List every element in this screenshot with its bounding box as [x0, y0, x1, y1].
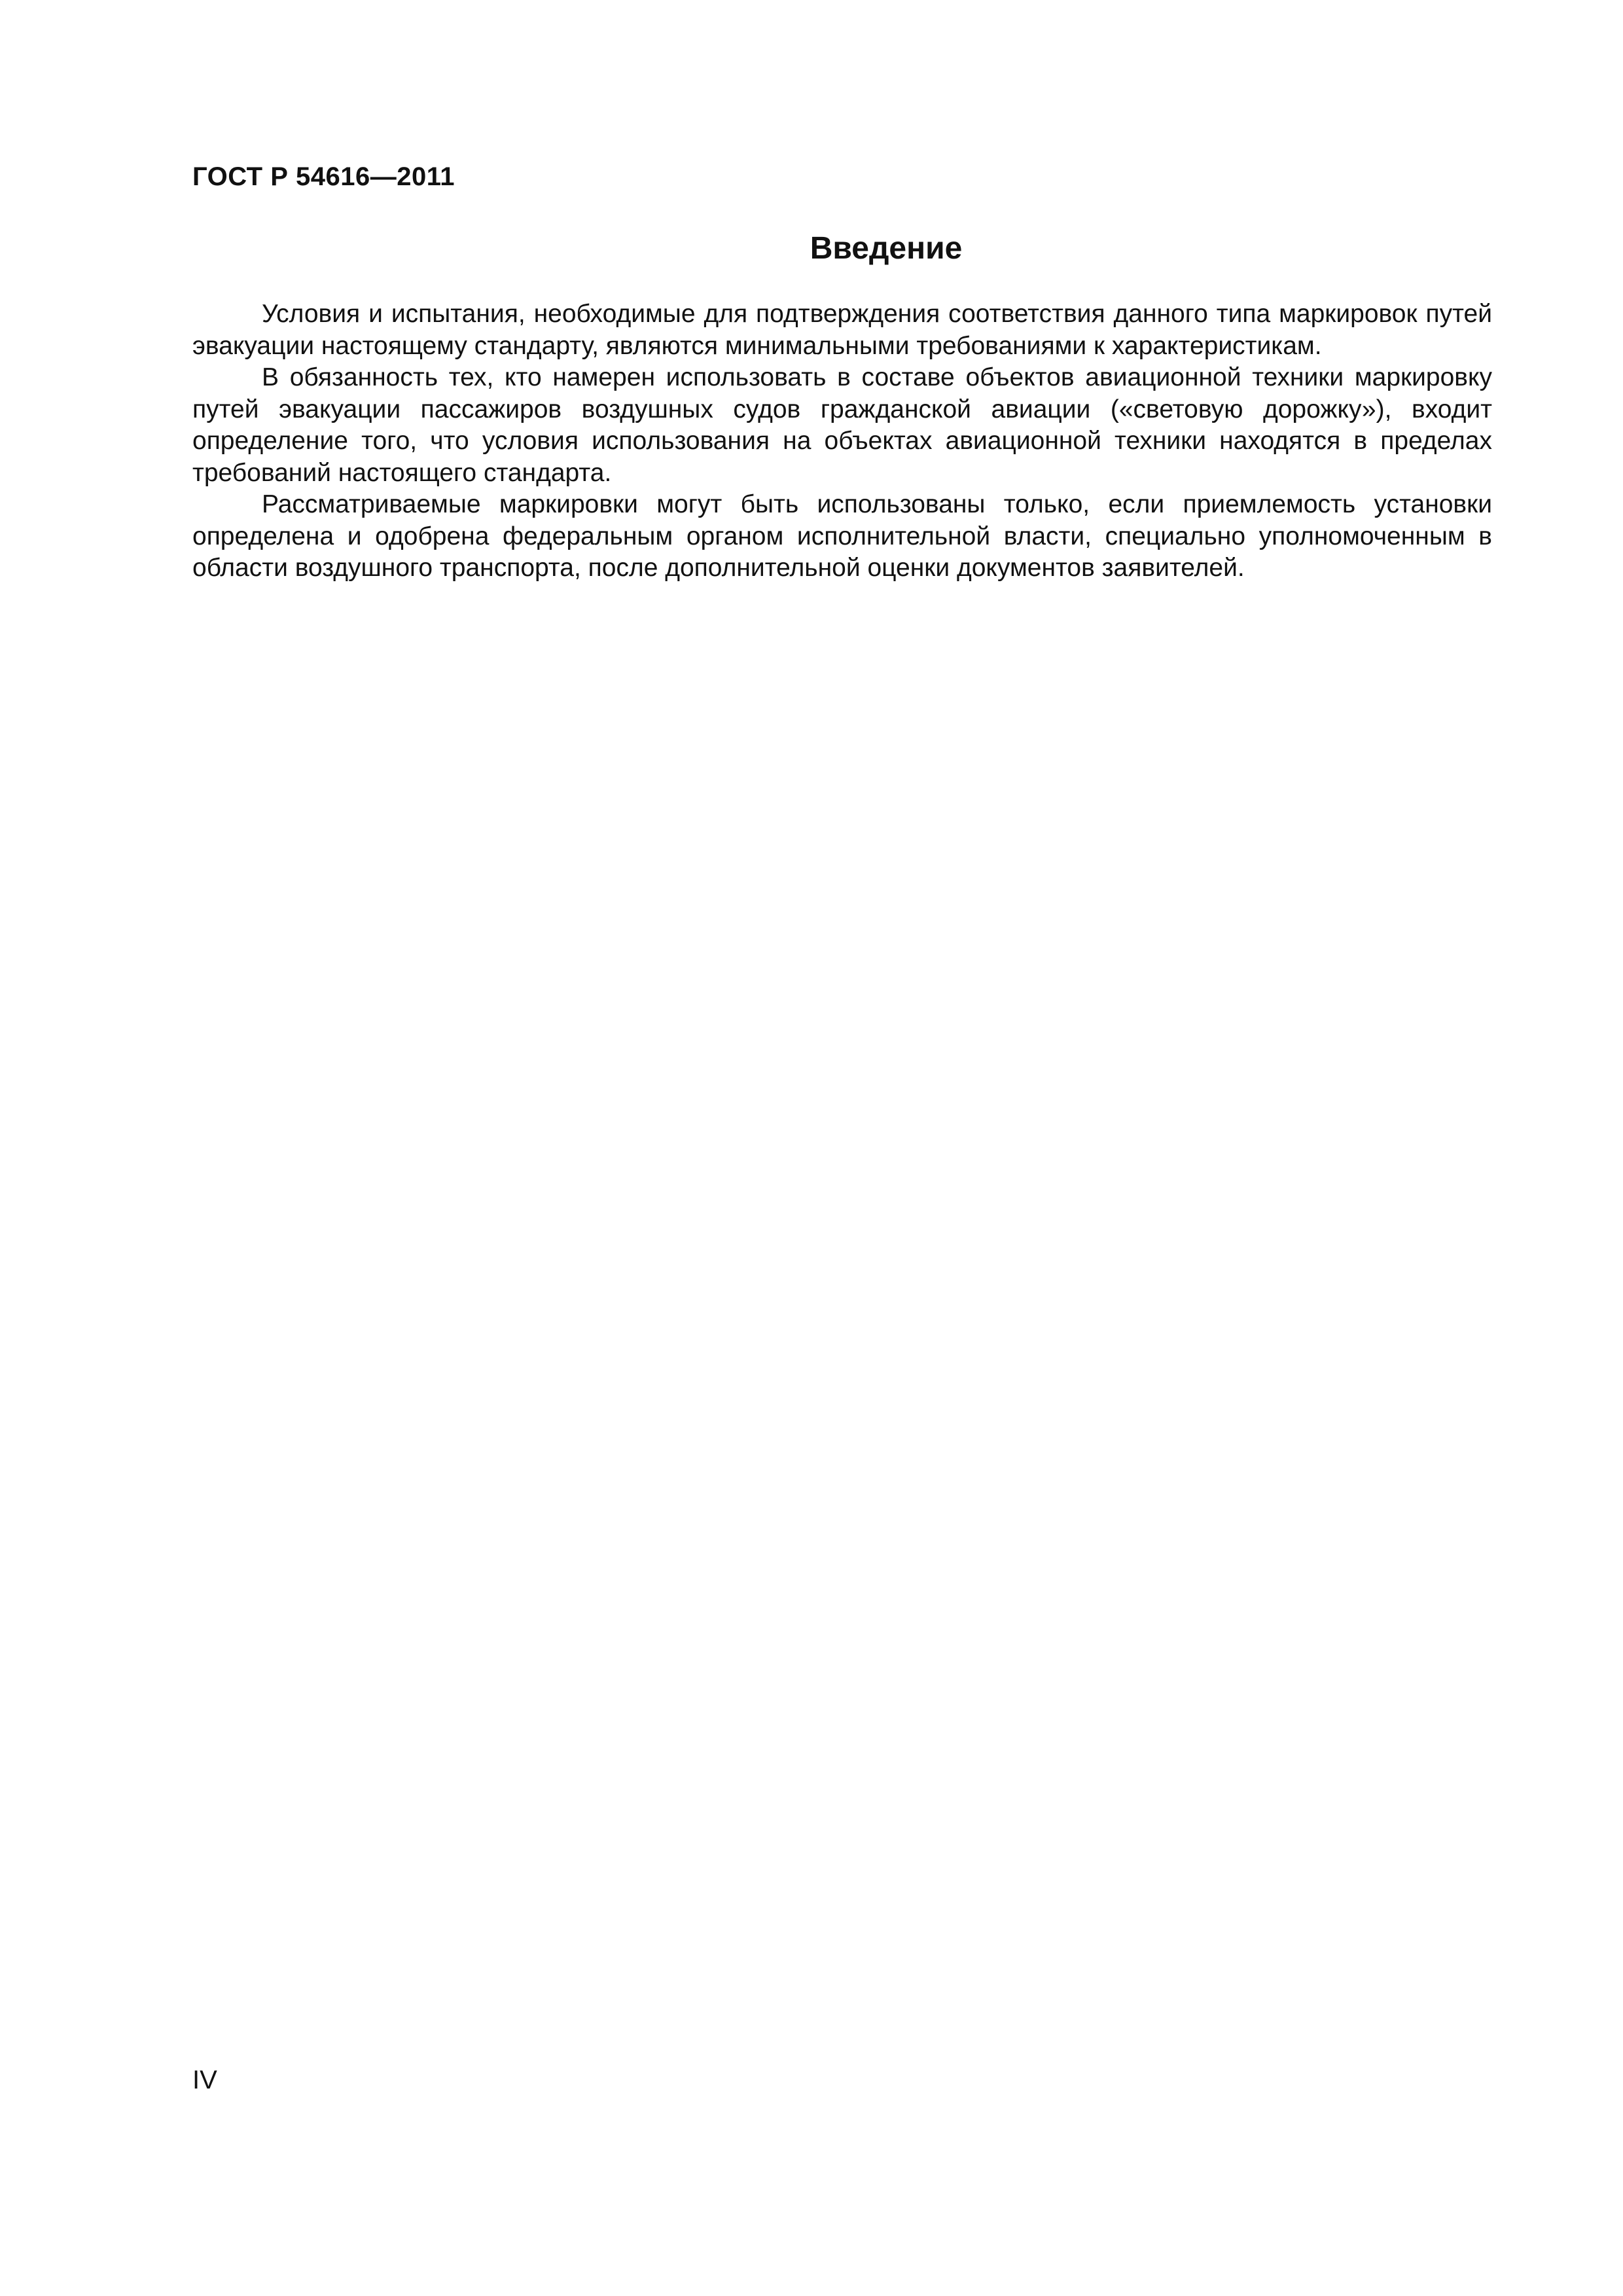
paragraph-3: Рассматриваемые маркировки могут быть использованы только, если приемлемость установки определена и одобрена федеральным органом исполнительной власти, специально уполномоченным в области воздушного транспорта, после дополнительной оценки документов заявителей.: [192, 490, 1492, 582]
page-number: IV: [192, 2066, 217, 2094]
paragraph-2: В обязанность тех, кто намерен использовать в составе объектов авиационной техники маркировку путей эвакуации пассажиров воздушных судов гражданской авиации («световую дорожку»), входит определение того, что условия использования на объектах авиационной техники находятся в пределах требований настоящего стандарта.: [192, 363, 1492, 487]
standard-designation-header: ГОСТ Р 54616—2011: [192, 162, 455, 191]
paragraph-1: Условия и испытания, необходимые для подтверждения соответствия данного типа маркировок путей эвакуации настоящему стандарту, являются минимальными требованиями к характеристикам.: [192, 300, 1492, 360]
section-title: Введение: [810, 231, 963, 266]
introduction-body: [192, 298, 1492, 584]
